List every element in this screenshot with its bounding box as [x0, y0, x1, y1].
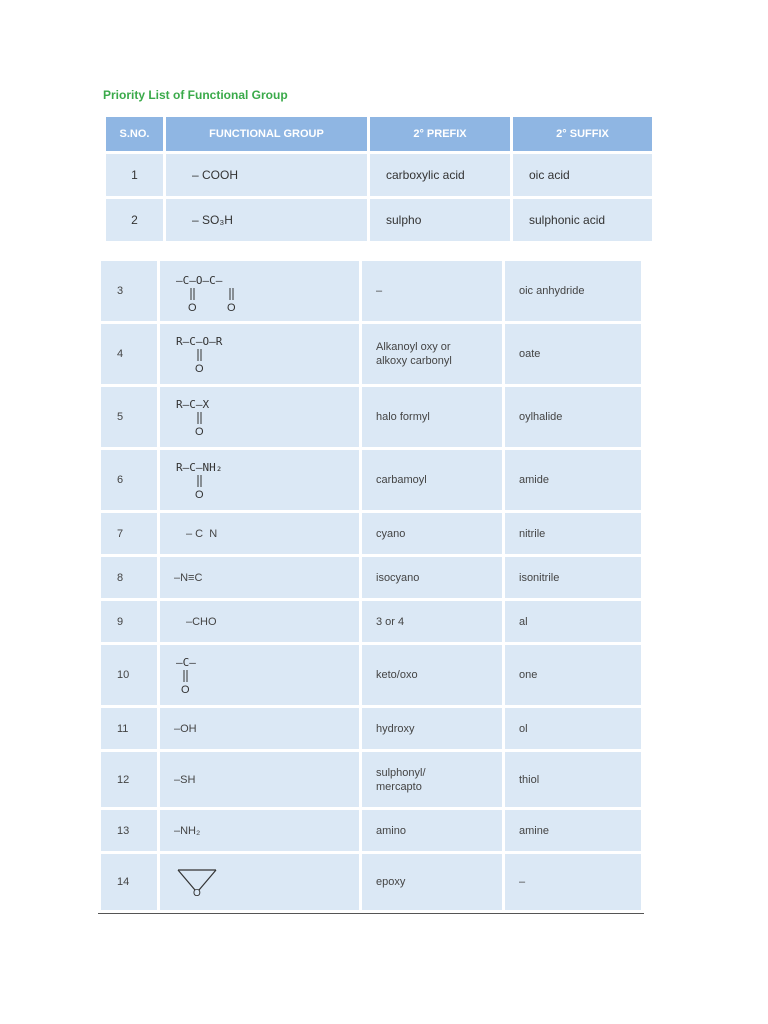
anhydride-chain: –C–O–C– [176, 274, 223, 287]
header-functional-group: FUNCTIONAL GROUP [166, 117, 367, 151]
functional-group-table-header-part [103, 114, 655, 244]
oxygen-label: O [193, 888, 201, 899]
ester-structure [160, 324, 359, 384]
cell-prefix: carbamoyl [362, 450, 502, 510]
amide-chain: R–C–NH₂ [176, 461, 223, 474]
cell-suffix: one [505, 645, 641, 705]
functional-group-table-body-part [98, 258, 644, 914]
acid-halide-chain: R–C–X [176, 398, 210, 411]
cell-suffix: oylhalide [505, 387, 641, 447]
cell-prefix: cyano [362, 513, 502, 554]
cell-sno: 4 [101, 324, 157, 384]
table-header-row [106, 117, 652, 151]
table-row [101, 645, 641, 705]
cell-suffix: al [505, 601, 641, 642]
cell-suffix: oate [505, 324, 641, 384]
cell-sno: 5 [101, 387, 157, 447]
cell-sno: 1 [106, 154, 163, 196]
oxygen-label: O [195, 489, 204, 501]
cell-group: –N≡C [160, 557, 359, 598]
cell-suffix: – [505, 854, 641, 910]
page-title: Priority List of Functional Group [103, 88, 288, 102]
cell-prefix: amino [362, 810, 502, 851]
cell-suffix: nitrile [505, 513, 641, 554]
cell-suffix: sulphonic acid [513, 199, 652, 241]
amide-structure [160, 450, 359, 510]
cell-sno: 2 [106, 199, 163, 241]
cell-prefix: sulpho [370, 199, 510, 241]
cell-suffix: oic anhydride [505, 261, 641, 321]
cell-prefix: carboxylic acid [370, 154, 510, 196]
cell-group: –CHO [160, 601, 359, 642]
table-row [101, 708, 641, 749]
table-row [101, 557, 641, 598]
header-sno: S.NO. [106, 117, 163, 151]
cell-prefix: sulphonyl/ mercapto [362, 752, 502, 807]
cell-prefix: keto/oxo [362, 645, 502, 705]
table-row [101, 387, 641, 447]
ketone-chain: –C– [176, 656, 196, 669]
cell-prefix: isocyano [362, 557, 502, 598]
cell-prefix: 3 or 4 [362, 601, 502, 642]
table-row [106, 199, 652, 241]
cell-suffix: amine [505, 810, 641, 851]
cell-suffix: ol [505, 708, 641, 749]
cell-group: – C N [160, 513, 359, 554]
cell-group: –OH [160, 708, 359, 749]
cell-group: – COOH [166, 154, 367, 196]
table-row [101, 450, 641, 510]
table-row [101, 810, 641, 851]
cell-sno: 6 [101, 450, 157, 510]
ketone-structure [160, 645, 359, 705]
anhydride-structure [160, 261, 359, 321]
oxygen-label: O [181, 684, 190, 696]
cell-group: –NH₂ [160, 810, 359, 851]
header-prefix: 2° PREFIX [370, 117, 510, 151]
cell-group: –SH [160, 752, 359, 807]
table-row [101, 752, 641, 807]
cell-suffix: thiol [505, 752, 641, 807]
cell-sno: 8 [101, 557, 157, 598]
oxygen-label: O [195, 363, 204, 375]
cell-suffix: amide [505, 450, 641, 510]
oxygen-label: O [188, 302, 197, 314]
cell-prefix: halo formyl [362, 387, 502, 447]
acid-halide-structure [160, 387, 359, 447]
cell-prefix: hydroxy [362, 708, 502, 749]
cell-sno: 11 [101, 708, 157, 749]
cell-sno: 9 [101, 601, 157, 642]
table-row [101, 854, 641, 910]
oxygen-label: O [195, 426, 204, 438]
oxygen-label: O [227, 302, 236, 314]
epoxide-structure [160, 854, 359, 910]
table-row [101, 324, 641, 384]
cell-sno: 10 [101, 645, 157, 705]
cell-group: – SO₃H [166, 199, 367, 241]
cell-sno: 13 [101, 810, 157, 851]
cell-prefix: – [362, 261, 502, 321]
cell-sno: 14 [101, 854, 157, 910]
cell-suffix: oic acid [513, 154, 652, 196]
cell-sno: 3 [101, 261, 157, 321]
table-row [101, 261, 641, 321]
table-row [101, 513, 641, 554]
table-row [106, 154, 652, 196]
header-suffix: 2° SUFFIX [513, 117, 652, 151]
cell-prefix: Alkanoyl oxy or alkoxy carbonyl [362, 324, 502, 384]
cell-sno: 7 [101, 513, 157, 554]
cell-prefix: epoxy [362, 854, 502, 910]
cell-suffix: isonitrile [505, 557, 641, 598]
table-row [101, 601, 641, 642]
ester-chain: R–C–O–R [176, 335, 223, 348]
cell-sno: 12 [101, 752, 157, 807]
